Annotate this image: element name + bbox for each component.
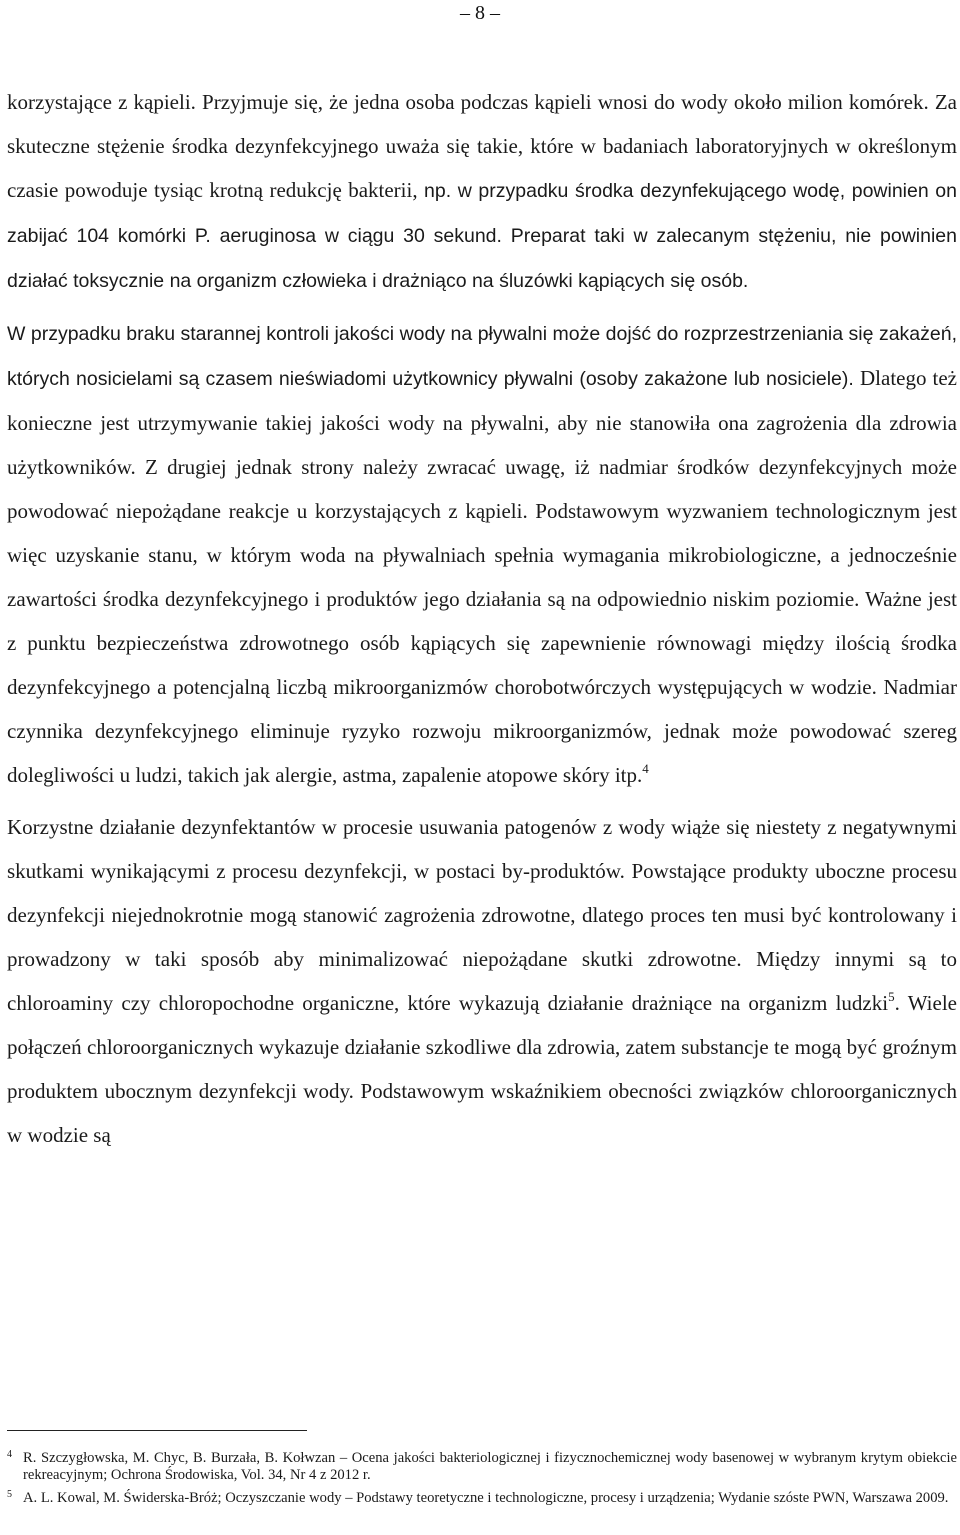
footnote-4: $^4$ R. Szczygłowska, M. Chyc, B. Burzała, B. Kołwzan – Ocena jakości bakteriologicznej i fizycznochemicznej wody basenowej w wybranym krytym obiekcie rekreacyjnym; Ochrona Środowiska, Vol. 34, Nr 4 z 2012 r. bbox=[7, 1449, 957, 1483]
paragraph-3-segment-3: . Wiele połączeń chloroorganicznych wykazuje działanie szkodliwe dla zdrowia, zatem substancje te mogą być groźnym produktem ubocznym dezynfekcji wody. Podstawowym wskaźnikiem obecności związków chloroorganicznych w wodzie są bbox=[7, 991, 957, 1147]
footnote-5: $^5$ A. L. Kowal, M. Świderska-Bróż; Oczyszczanie wody – Podstawy teoretyczne i technologiczne, procesy i urządzenia; Wydanie szóste PWN, Warszawa 2009. bbox=[7, 1489, 949, 1506]
paragraph-1-segment-2: np. w przypadku środka dezynfekującego wodę, powinien on zabijać 104 komórki P. aeruginosa w ciągu 30 sekund. Preparat taki w zalecanym stężeniu, nie powinien działać toksycznie na organizm człowieka i drażniąco na śluzówki kąpiących się osób. bbox=[7, 180, 957, 292]
paragraph-1-segment-1: korzystające z kąpieli. Przyjmuje się, że jedna osoba podczas kąpieli wnosi do wody około milion komórek. Za skuteczne stężenie środka dezynfekcyjnego uważa się takie, które w badaniach laboratoryjnych w określonym czasie powoduje tysiąc krotną redukcję bakterii, bbox=[7, 90, 957, 202]
page-number: – 8 – bbox=[460, 2, 500, 24]
paragraph-2-segment-2: Dlatego też konieczne jest utrzymywanie takiej jakości wody na pływalni, aby nie stanowiła ona zagrożenia dla zdrowia użytkowników. Z drugiej jednak strony należy zwracać uwagę, iż nadmiar środków dezynfekcyjnych może powodować niepożądane reakcje u korzystających z kąpieli. Podstawowym wyzwaniem technologicznym jest więc uzyskanie stanu, w którym woda na pływalniach spełnia wymagania mikrobiologiczne, a jednocześnie zawartości środka dezynfekcyjnego i produktów jego działania są na odpowiednio niskim poziomie. Ważne jest z punktu bezpieczeństwa zdrowotnego osób kąpiących się zapewnienie równowagi między ilością środka dezynfekcyjnego a potencjalną liczbą mikroorganizmów chorobotwórczych występujących w wodzie. Nadmiar czynnika dezynfekcyjnego eliminuje ryzyko rozwoju mikroorganizmów, jednak może powodować szereg dolegliwości u ludzi, takich jak alergie, astma, zapalenie atopowe skóry itp. bbox=[7, 366, 957, 787]
paragraph-1 bbox=[7, 80, 957, 303]
footnotes bbox=[7, 1450, 957, 1513]
footnote-ref-4[interactable]: 4 bbox=[642, 761, 649, 776]
footnote-ref-5[interactable]: 5 bbox=[888, 989, 895, 1004]
paragraph-2 bbox=[7, 311, 957, 797]
paragraph-3 bbox=[7, 805, 957, 1157]
footnote-text-5: A. L. Kowal, M. Świderska-Bróż; Oczyszczanie wody – Podstawy teoretyczne i technologiczne, procesy i urządzenia; Wydanie szóste PWN, Warszawa 2009. bbox=[23, 1490, 949, 1506]
footnote-text-4: R. Szczygłowska, M. Chyc, B. Burzała, B. Kołwzan – Ocena jakości bakteriologicznej i fizycznochemicznej wody basenowej w wybranym krytym obiekcie rekreacyjnym; Ochrona Środowiska, Vol. 34, Nr 4 z 2012 r. bbox=[23, 1450, 957, 1483]
footnote-separator bbox=[7, 1430, 307, 1431]
paragraph-3-segment-1: Korzystne działanie dezynfektantów w procesie usuwania patogenów z wody wiąże się niestety z negatywnymi skutkami wynikającymi z procesu dezynfekcji, w postaci by-produktów. Powstające produkty uboczne procesu dezynfekcji niejednokrotnie mogą stanowić zagrożenia zdrowotne, dlatego proces ten musi być kontrolowany i prowadzony w taki sposób aby minimalizować niepożądane skutki zdrowotne. Między innymi są to chloroaminy czy chloropochodne organiczne, które wykazują działanie drażniące na organizm ludzki bbox=[7, 815, 957, 1015]
body-text bbox=[7, 80, 957, 1157]
paragraph-2-segment-1: W przypadku braku starannej kontroli jakości wody na pływalni może dojść do rozprzestrzeniania się zakażeń, których nosicielami są czasem nieświadomi użytkownicy pływalni (osoby zakażone lub nosiciele). bbox=[7, 323, 957, 390]
